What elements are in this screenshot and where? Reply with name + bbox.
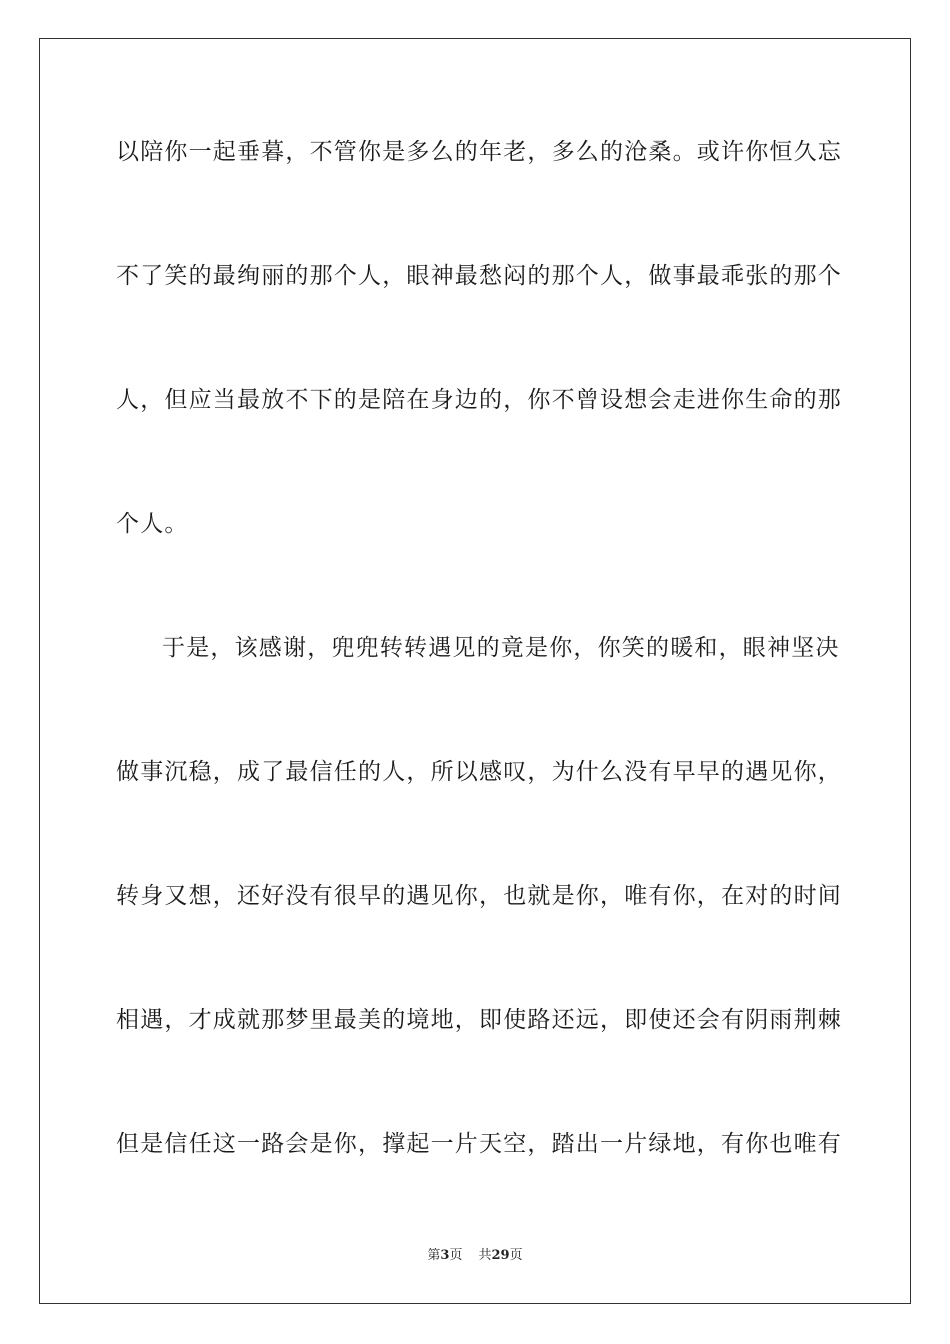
text-line-5: 于是，该感谢，兜兜转转遇见的竟是你，你笑的暖和，眼神坚决 [162, 635, 840, 661]
text-line-3: 人，但应当最放不下的是陪在身边的，你不曾设想会走进你生命的那 [116, 387, 842, 413]
text-line-6: 做事沉稳，成了最信任的人，所以感叹，为什么没有早早的遇见你， [116, 759, 842, 785]
text-line-1: 以陪你一起垂暮，不管你是多么的年老，多么的沧桑。或许你恒久忘 [116, 139, 842, 165]
text-line-8: 相遇，才成就那梦里最美的境地，即使路还远，即使还会有阴雨荆棘 [116, 1007, 842, 1033]
page-footer [0, 1247, 950, 1265]
footer-total-pages: 29 [491, 1248, 510, 1263]
footer-page-prefix: 第 [427, 1248, 441, 1263]
text-line-7: 转身又想，还好没有很早的遇见你，也就是你，唯有你，在对的时间 [116, 883, 842, 909]
text-line-9: 但是信任这一路会是你，撑起一片天空，踏出一片绿地，有你也唯有 [116, 1131, 842, 1157]
footer-total-prefix: 共 [478, 1248, 492, 1263]
text-line-2: 不了笑的最绚丽的那个人，眼神最愁闷的那个人，做事最乖张的那个 [116, 263, 842, 289]
footer-total-suffix: 页 [509, 1248, 523, 1263]
footer-page-suffix: 页 [449, 1248, 463, 1263]
text-line-4: 个人。 [116, 511, 189, 537]
page-border [39, 38, 911, 1304]
footer-page-number: 3 [440, 1248, 450, 1263]
